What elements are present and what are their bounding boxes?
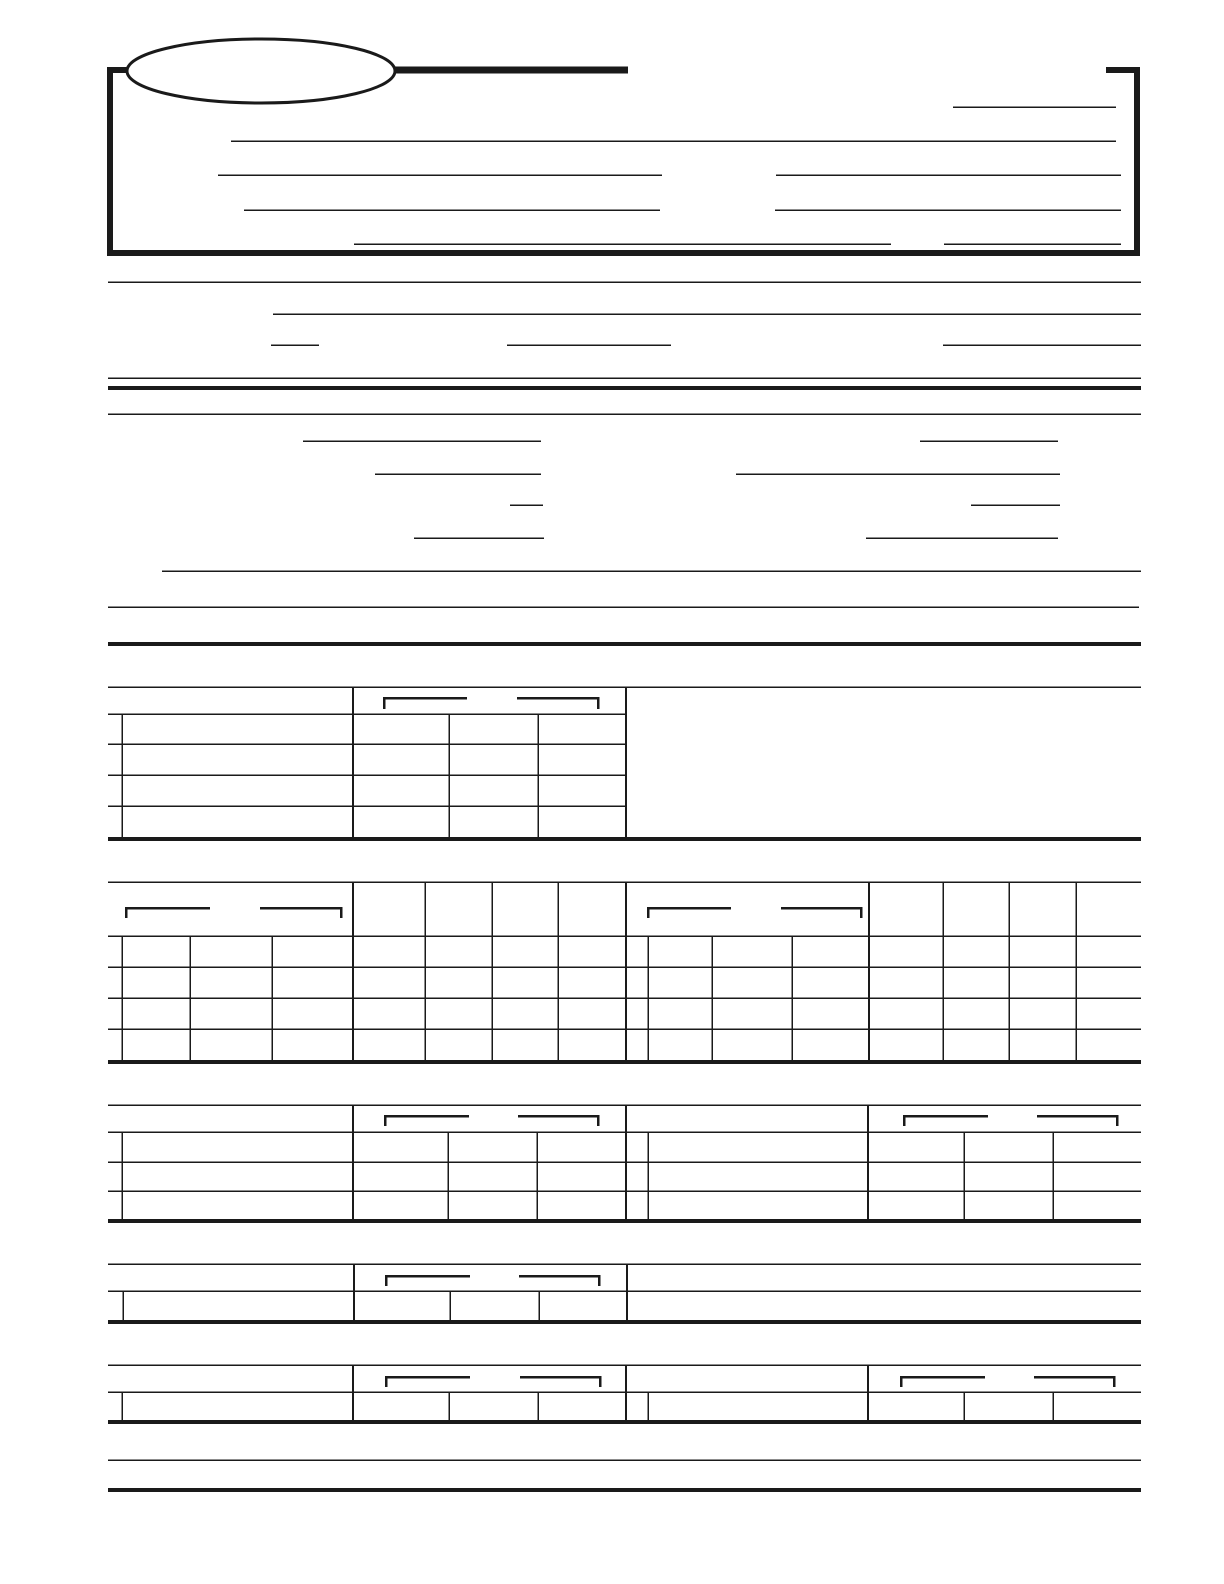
header-oval [127,39,395,103]
